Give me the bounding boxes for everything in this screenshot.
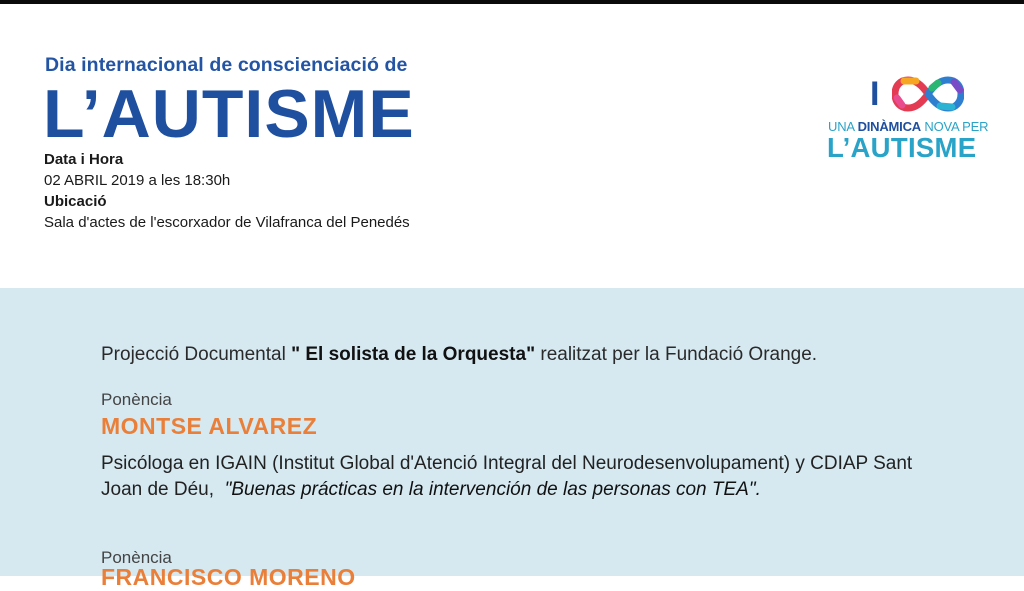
talk-1-kicker: Ponència xyxy=(101,390,172,409)
projection-suffix: realitzat per la Fundació Orange. xyxy=(540,344,818,365)
date-value: 02 ABRIL 2019 a les 18:30h xyxy=(44,172,231,189)
logo-tagline-bold: DINÀMICA xyxy=(857,119,921,134)
event-title: L’AUTISME xyxy=(43,76,415,152)
location-value: Sala d'actes de l'escorxador de Vilafranca del Penedés xyxy=(44,214,410,231)
projection-title: " El solista de la Orquesta" xyxy=(291,344,536,365)
projection-prefix: Projecció Documental xyxy=(101,344,286,365)
talk-2-kicker: Ponència xyxy=(101,548,172,567)
date-label: Data i Hora xyxy=(44,151,124,168)
projection-line xyxy=(101,344,817,366)
logo-wordmark: L’AUTISME xyxy=(827,132,977,163)
logo-tagline-suffix: NOVA PER xyxy=(924,119,989,134)
talk-2-speaker: FRANCISCO MORENO xyxy=(101,564,356,590)
event-subtitle: Dia internacional de conscienciació de xyxy=(45,54,408,76)
talk-1-affiliation: Psicóloga en IGAIN (Institut Global d'Atenció Integral del Neurodesenvolupament) y CDIAP Sant Joan de Déu, xyxy=(101,453,913,500)
campaign-logo xyxy=(826,72,1001,168)
talk-1-quote: "Buenas prácticas en la intervención de las personas con TEA". xyxy=(224,479,761,500)
location-label: Ubicació xyxy=(44,193,107,210)
talk-1-description xyxy=(101,451,941,503)
talk-1-speaker: MONTSE ALVAREZ xyxy=(101,413,318,439)
infinity-icon xyxy=(892,74,964,119)
logo-letter: I xyxy=(870,75,880,113)
logo-tagline-prefix: UNA xyxy=(828,119,855,134)
